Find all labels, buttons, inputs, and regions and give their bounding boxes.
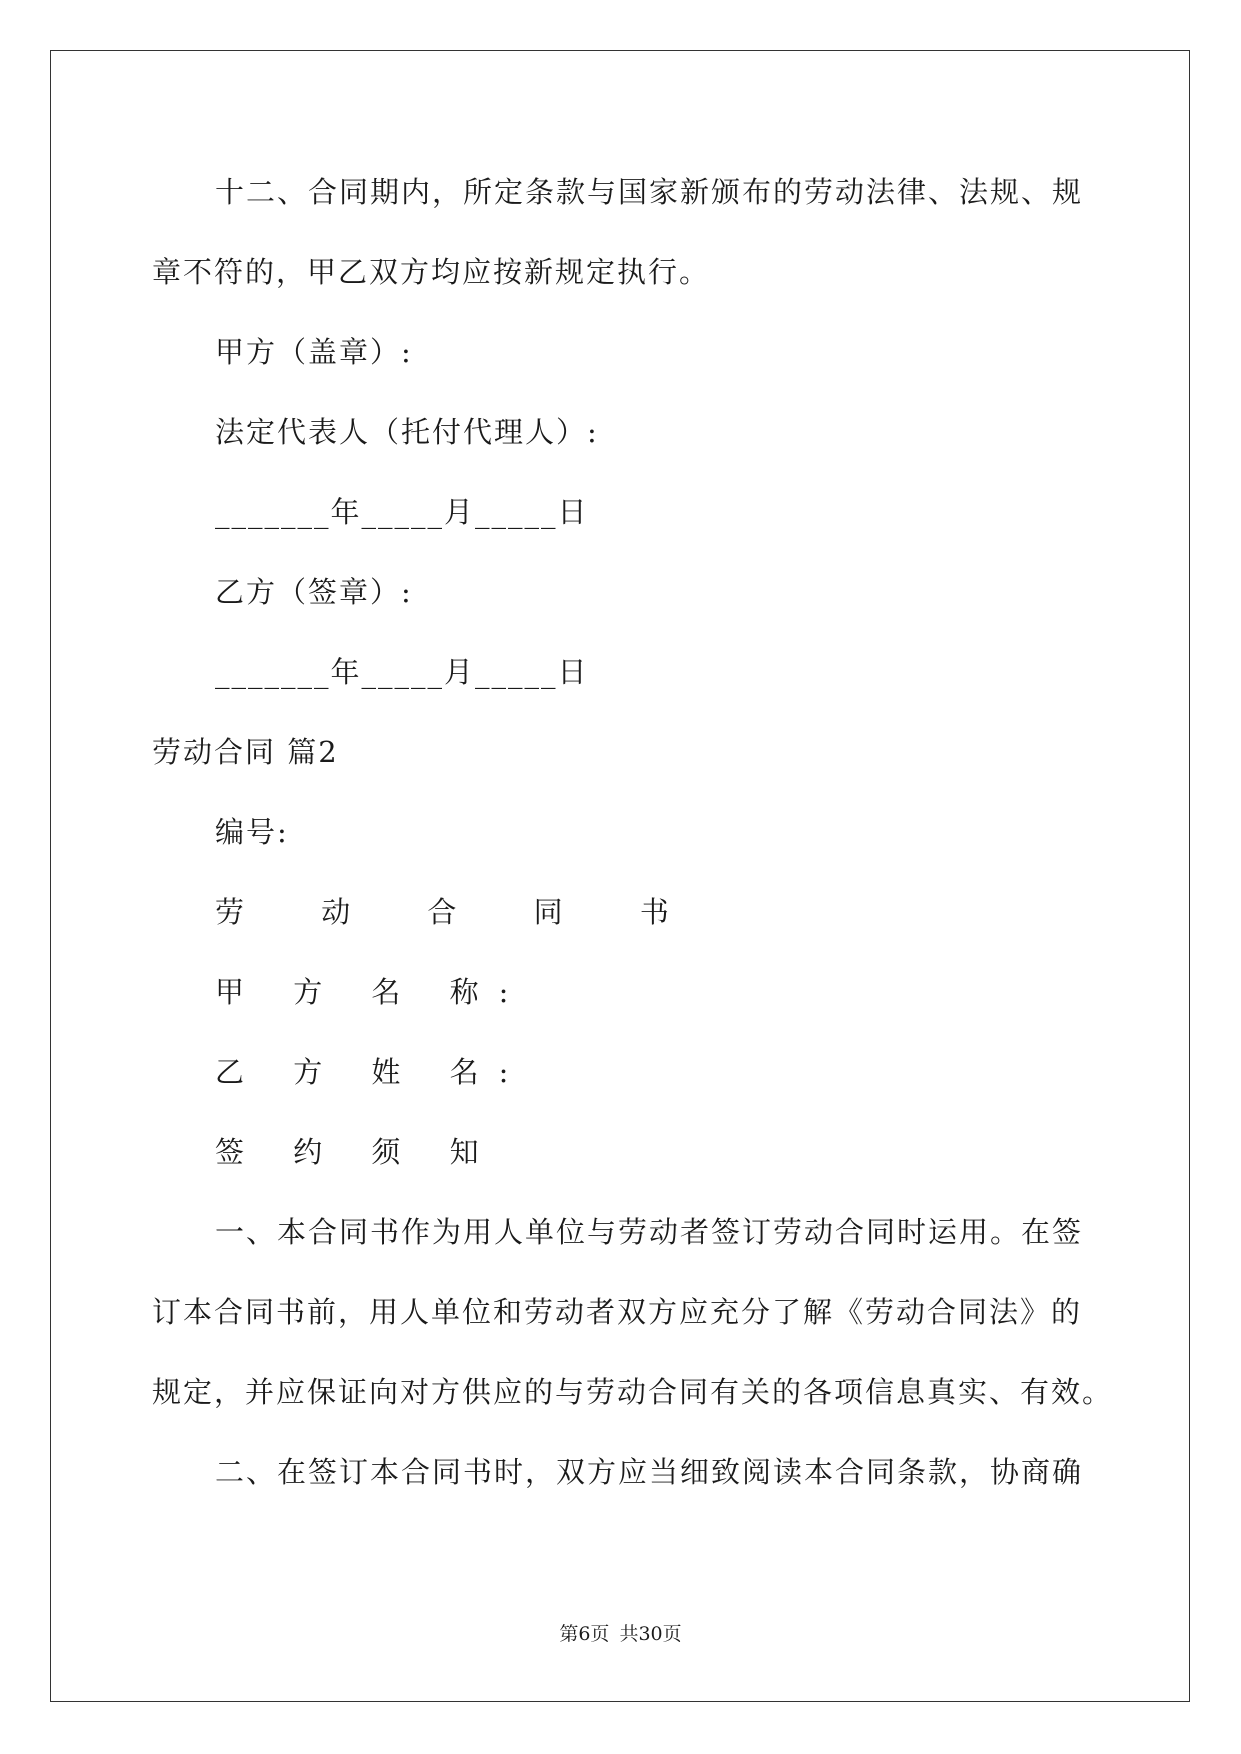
section-heading: 劳动合同 篇2: [152, 735, 339, 769]
clause-12-line-1: 十二、合同期内，所定条款与国家新颁布的劳动法律、法规、规: [215, 175, 1084, 209]
party-b-date-line: _______年_____月_____日: [215, 655, 589, 689]
party-a-date-line: _______年_____月_____日: [215, 495, 589, 529]
party-a-name-label: 甲 方 名 称:: [215, 975, 529, 1009]
contract-title: 劳 动 合 同 书: [215, 895, 703, 929]
party-b-signature-label: 乙方（签章）:: [215, 575, 413, 609]
notice-2-line-1: 二、在签订本合同书时，双方应当细致阅读本合同条款，协商确: [215, 1455, 1084, 1489]
page-number: 第6页: [559, 1623, 610, 1645]
notice-1-line-2: 订本合同书前，用人单位和劳动者双方应充分了解《劳动合同法》的: [152, 1295, 1083, 1329]
page-footer: [0, 1622, 1241, 1646]
signing-notice-heading: 签 约 须 知: [215, 1135, 499, 1169]
party-b-name-label: 乙 方 姓 名:: [215, 1055, 529, 1089]
clause-12-line-2: 章不符的，甲乙双方均应按新规定执行。: [152, 255, 711, 289]
notice-1-line-3: 规定，并应保证向对方供应的与劳动合同有关的各项信息真实、有效。: [152, 1375, 1114, 1409]
page-total: 共30页: [619, 1623, 682, 1645]
contract-number-label: 编号:: [215, 815, 289, 849]
legal-representative-label: 法定代表人（托付代理人）:: [215, 415, 599, 449]
notice-1-line-1: 一、本合同书作为用人单位与劳动者签订劳动合同时运用。在签: [215, 1215, 1084, 1249]
party-a-seal-label: 甲方（盖章）:: [215, 335, 413, 369]
